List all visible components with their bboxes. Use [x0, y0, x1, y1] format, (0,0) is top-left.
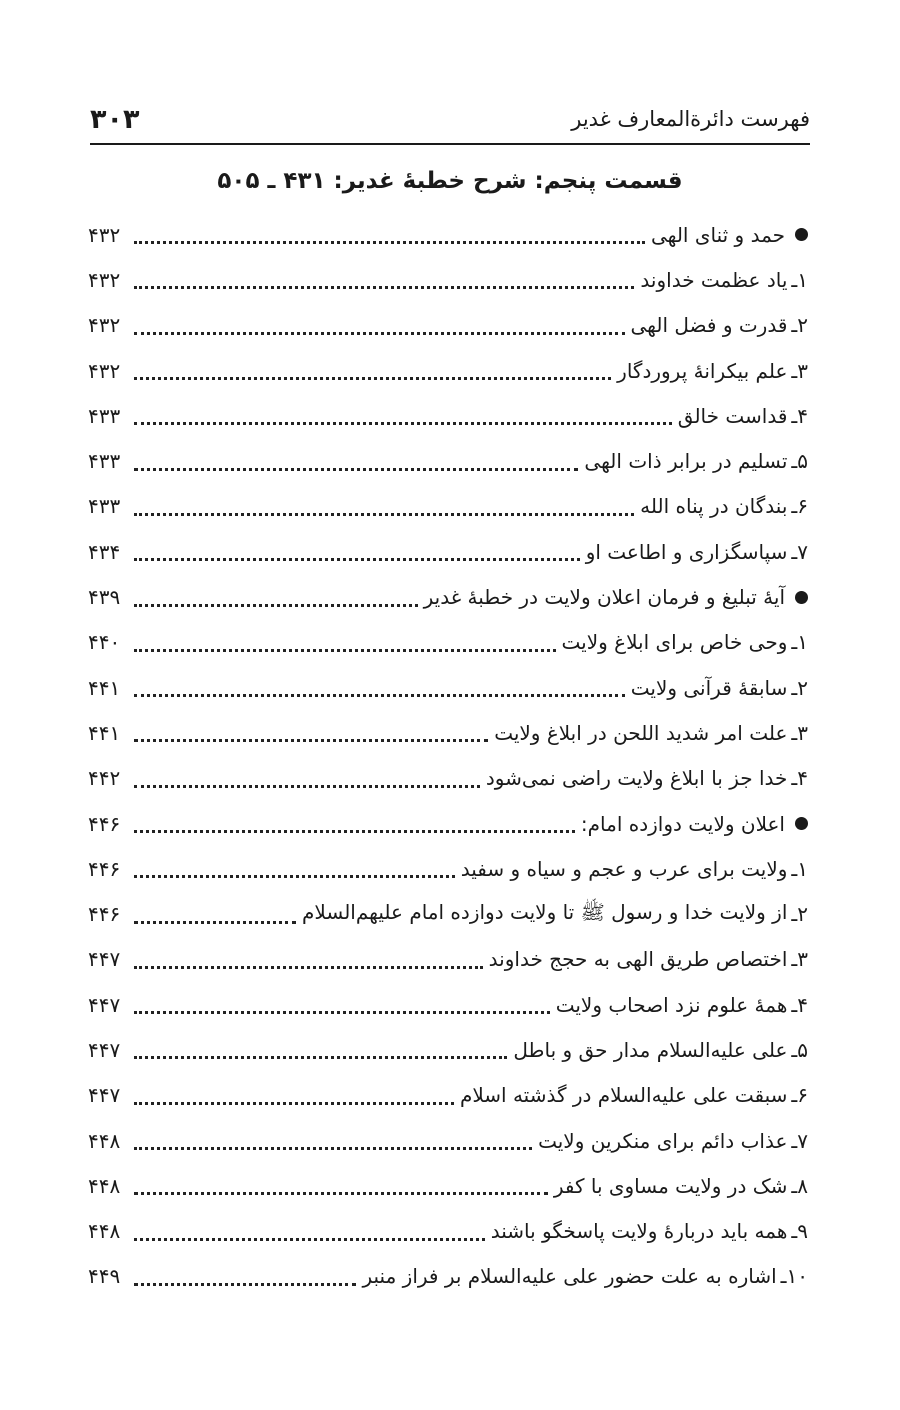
toc-entry-label: یاد عظمت خداوند [640, 267, 788, 292]
toc-entry-label: قداست خالق [677, 403, 788, 428]
toc-entry-label: آیۀ تبلیغ و فرمان اعلان ولایت در خطبۀ غدیر [423, 585, 785, 610]
toc-entry [88, 982, 808, 1027]
dot-leader [134, 1036, 507, 1059]
page-header [90, 96, 810, 142]
toc-entry-page: ۴۴۹ [88, 1264, 121, 1289]
toc-entry-label: اشاره به علت حضور علی علیه‌السلام بر فراز منبر [362, 1264, 777, 1289]
toc-entry [88, 529, 808, 574]
toc-entry-page: ۴۳۴ [88, 539, 121, 564]
toc-entry-label: سپاسگزاری و اطاعت او [585, 539, 788, 564]
toc-entry-number: ۳ـ [791, 720, 808, 745]
toc-entry [88, 665, 808, 710]
toc-entry-label: علم بیکرانۀ پروردگار [617, 358, 788, 383]
toc-entry-page: ۴۴۷ [88, 947, 121, 972]
toc-entry-page: ۴۴۱ [88, 720, 121, 745]
toc-entry [88, 1163, 808, 1208]
toc-entry-page: ۴۴۸ [88, 1173, 121, 1198]
toc-entry-label: تسلیم در برابر ذات الهی [584, 449, 788, 474]
toc-entry-label: شک در ولایت مساوی با کفر [553, 1173, 788, 1198]
dot-leader [134, 448, 578, 471]
toc-entry-label: بندگان در پناه الله [640, 494, 788, 519]
toc-entry-page: ۴۴۰ [88, 630, 121, 655]
dot-leader [134, 1172, 548, 1195]
toc-entry-page: ۴۴۷ [88, 1037, 121, 1062]
toc-entry [88, 620, 808, 665]
toc-entry-label: همۀ علوم نزد اصحاب ولایت [555, 992, 788, 1017]
toc-entry [88, 846, 808, 891]
toc-entry [88, 1073, 808, 1118]
toc-entry-label: اختصاص طریق الهی به حجج خداوند [488, 947, 788, 972]
dot-leader [134, 357, 611, 380]
toc-entry [88, 756, 808, 801]
dot-leader [134, 901, 296, 924]
toc-entry-label: عذاب دائم برای منکرین ولایت [538, 1128, 788, 1153]
toc-entry-page: ۴۴۷ [88, 1083, 121, 1108]
toc-entry-page: ۴۴۸ [88, 1128, 121, 1153]
toc-entry-number: ۵ـ [791, 449, 808, 474]
toc-entry [88, 484, 808, 529]
toc-entry-label: وحی خاص برای ابلاغ ولایت [561, 630, 788, 655]
toc-entry-page: ۴۳۲ [88, 222, 121, 247]
toc-entry-label: سبقت علی علیه‌السلام در گذشته اسلام [459, 1083, 788, 1108]
bullet-icon [795, 817, 808, 830]
toc-entry [88, 1209, 808, 1254]
dot-leader [134, 493, 634, 516]
toc-entry [88, 1118, 808, 1163]
toc-entry-page: ۴۴۱ [88, 675, 121, 700]
toc-entry [88, 393, 808, 438]
dot-leader [134, 719, 488, 742]
toc-entry [88, 710, 808, 755]
toc-entry-label: سابقۀ قرآنی ولایت [630, 675, 788, 700]
toc-entry-number: ۴ـ [791, 992, 808, 1017]
toc-entry [88, 257, 808, 302]
toc-entry-page: ۴۳۳ [88, 403, 121, 428]
toc-entry-number: ۷ـ [791, 1128, 808, 1153]
toc-entry-label: خدا جز با ابلاغ ولایت راضی نمی‌شود [485, 766, 788, 791]
toc-entry-number: ۹ـ [791, 1219, 808, 1244]
toc-entry-page: ۴۴۲ [88, 766, 121, 791]
toc-entry [88, 438, 808, 483]
dot-leader [134, 946, 483, 969]
toc-entry-number: ۲ـ [791, 313, 808, 338]
toc-entry [88, 937, 808, 982]
toc-entry-page: ۴۴۶ [88, 902, 121, 927]
toc-entry-label: علی علیه‌السلام مدار حق و باطل [513, 1037, 788, 1062]
toc-entry-page: ۴۴۶ [88, 811, 121, 836]
dot-leader [134, 1082, 454, 1105]
toc-entry-number: ۲ـ [791, 902, 808, 927]
toc-entry-number: ۳ـ [791, 947, 808, 972]
dot-leader [134, 991, 550, 1014]
toc-entry-number: ۸ـ [791, 1173, 808, 1198]
toc-entry-number: ۳ـ [791, 358, 808, 383]
toc-entry-label: همه باید دربارۀ ولایت پاسخگو باشند [490, 1219, 788, 1244]
toc-entry-page: ۴۳۲ [88, 313, 121, 338]
toc-entry-label: علت امر شدید اللحن در ابلاغ ولایت [494, 720, 788, 745]
toc-entry-label: اعلان ولایت دوازده امام: [580, 811, 785, 836]
toc-entry-page: ۴۴۸ [88, 1219, 121, 1244]
toc-entry-page: ۴۳۲ [88, 358, 121, 383]
toc-entry-number: ۲ـ [791, 675, 808, 700]
toc-entry [88, 1027, 808, 1072]
toc-entry-number: ۱ـ [791, 267, 808, 292]
page-number: ۳۰۳ [90, 103, 140, 135]
toc-entry-number: ۵ـ [791, 1037, 808, 1062]
toc-entry-label: ولایت برای عرب و عجم و سیاه و سفید [460, 856, 788, 881]
toc-entry-number: ۴ـ [791, 403, 808, 428]
dot-leader [134, 629, 556, 652]
dot-leader [134, 402, 672, 425]
toc-entry [88, 801, 808, 846]
dot-leader [134, 584, 418, 607]
bullet-icon [795, 228, 808, 241]
toc-entry [88, 303, 808, 348]
toc-entry-number: ۴ـ [791, 766, 808, 791]
toc-entry-page: ۴۳۲ [88, 267, 121, 292]
header-rule [90, 143, 810, 145]
toc-entry-page: ۴۳۳ [88, 449, 121, 474]
toc-entry-number: ۱ـ [791, 630, 808, 655]
toc-entry-page: ۴۴۷ [88, 992, 121, 1017]
dot-leader [134, 674, 625, 697]
dot-leader [134, 1263, 356, 1286]
table-of-contents [88, 212, 808, 1299]
dot-leader [134, 312, 625, 335]
toc-entry [88, 891, 808, 936]
running-title: فهرست دائرةالمعارف غدیر [571, 107, 810, 131]
dot-leader [134, 221, 645, 244]
bullet-icon [795, 591, 808, 604]
dot-leader [134, 810, 575, 833]
dot-leader [134, 855, 455, 878]
toc-entry-number: ۱ـ [791, 856, 808, 881]
toc-entry-page: ۴۴۶ [88, 856, 121, 881]
toc-entry [88, 1254, 808, 1299]
toc-entry-number: ۶ـ [791, 1083, 808, 1108]
dot-leader [134, 765, 480, 788]
toc-entry-label: حمد و ثنای الهی [650, 222, 785, 247]
toc-entry-number: ۷ـ [791, 539, 808, 564]
toc-entry [88, 574, 808, 619]
toc-entry-page: ۴۳۳ [88, 494, 121, 519]
toc-entry [88, 212, 808, 257]
toc-entry-label: قدرت و فضل الهی [630, 313, 788, 338]
section-title: قسمت پنجم: شرح خطبۀ غدیر: ۴۳۱ ـ ۵۰۵ [217, 168, 683, 194]
toc-entry-number: ۱۰ـ [780, 1264, 808, 1289]
toc-entry-page: ۴۳۹ [88, 585, 121, 610]
dot-leader [134, 1218, 485, 1241]
dot-leader [134, 538, 580, 561]
dot-leader [134, 266, 634, 289]
toc-entry-number: ۶ـ [791, 494, 808, 519]
toc-entry-label: از ولایت خدا و رسول ﷺ تا ولایت دوازده امام علیهم‌السلام [302, 899, 788, 924]
toc-entry [88, 348, 808, 393]
dot-leader [134, 1127, 532, 1150]
